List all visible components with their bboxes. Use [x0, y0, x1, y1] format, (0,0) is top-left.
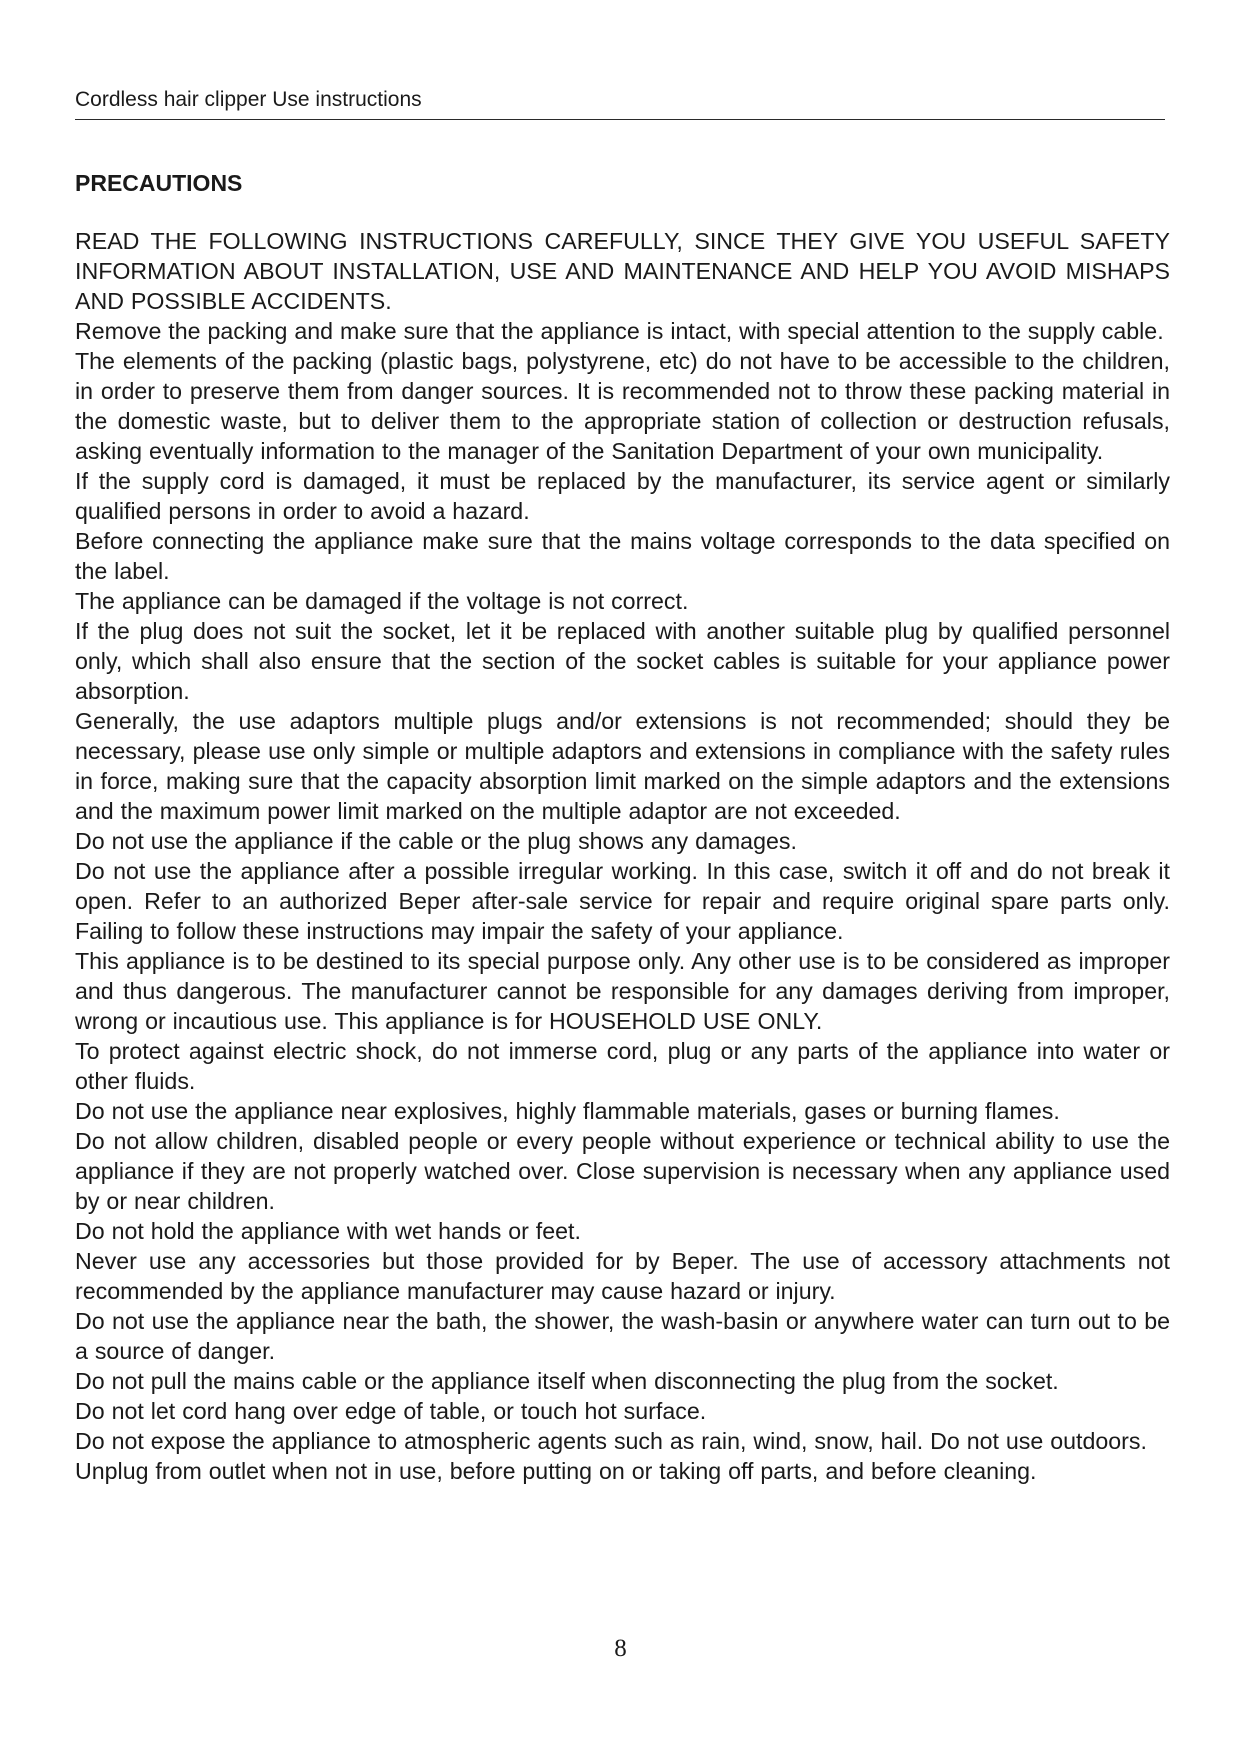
paragraph: Do not use the appliance near explosives, highly flammable materials, gases or burning flames.: [75, 1098, 1060, 1124]
paragraph: If the supply cord is damaged, it must be replaced by the manufacturer, its service agent or similarly qualified persons in order to avoid a hazard.: [75, 468, 1170, 524]
paragraph: Remove the packing and make sure that the appliance is intact, with special attention to the supply cable.: [75, 318, 1164, 344]
document-title: Cordless hair clipper Use instructions: [75, 88, 422, 111]
paragraph: Do not use the appliance after a possible irregular working. In this case, switch it off and do not break it open. Refer to an authorized Beper after-sale service for repair and require original spare parts only. Failing to follow these instructions may impair the safety of your appliance.: [75, 858, 1170, 944]
paragraph: To protect against electric shock, do not immerse cord, plug or any parts of the appliance into water or other fluids.: [75, 1038, 1170, 1094]
paragraph-intro: READ THE FOLLOWING INSTRUCTIONS CAREFULLY, SINCE THEY GIVE YOU USEFUL SAFETY INFORMATION ABOUT INSTALLATION, USE AND MAINTENANCE AND HELP YOU AVOID MISHAPS AND POSSIBLE ACCIDENTS.: [75, 228, 1170, 314]
page-header: [75, 86, 1165, 120]
paragraph: This appliance is to be destined to its special purpose only. Any other use is to be considered as improper and thus dangerous. The manufacturer cannot be responsible for any damages deriving from improper, wrong or incautious use. This appliance is for HOUSEHOLD USE ONLY.: [75, 948, 1170, 1034]
paragraph: Never use any accessories but those provided for by Beper. The use of accessory attachments not recommended by the appliance manufacturer may cause hazard or injury.: [75, 1248, 1170, 1304]
paragraph: Do not use the appliance near the bath, the shower, the wash-basin or anywhere water can turn out to be a source of danger.: [75, 1308, 1170, 1364]
paragraph: Before connecting the appliance make sure that the mains voltage corresponds to the data specified on the label.: [75, 528, 1170, 584]
paragraph: The appliance can be damaged if the voltage is not correct.: [75, 588, 689, 614]
paragraph: Do not hold the appliance with wet hands or feet.: [75, 1218, 581, 1244]
paragraph: Do not allow children, disabled people or every people without experience or technical ability to use the appliance if they are not properly watched over. Close supervision is necessary when any appliance used by or near children.: [75, 1128, 1170, 1214]
paragraph: The elements of the packing (plastic bags, polystyrene, etc) do not have to be accessible to the children, in order to preserve them from danger sources. It is recommended not to throw these packing material in the domestic waste, but to deliver them to the appropriate station of collection or destruction refusals, asking eventually information to the manager of the Sanitation Department of your own municipality.: [75, 348, 1170, 464]
precautions-text: [75, 226, 1170, 1486]
paragraph: If the plug does not suit the socket, let it be replaced with another suitable plug by qualified personnel only, which shall also ensure that the section of the socket cables is suitable for your appliance power absorption.: [75, 618, 1170, 704]
section-title: PRECAUTIONS: [75, 170, 243, 196]
paragraph: Do not pull the mains cable or the appliance itself when disconnecting the plug from the socket.: [75, 1368, 1059, 1394]
paragraph: Do not let cord hang over edge of table, or touch hot surface.: [75, 1398, 707, 1424]
page-number: 8: [614, 1635, 627, 1662]
paragraph: Generally, the use adaptors multiple plugs and/or extensions is not recommended; should they be necessary, please use only simple or multiple adaptors and extensions in compliance with the safety rules in force, making sure that the capacity absorption limit marked on the simple adaptors and the extensions and the maximum power limit marked on the multiple adaptor are not exceeded.: [75, 708, 1170, 824]
paragraph: Unplug from outlet when not in use, before putting on or taking off parts, and before cleaning.: [75, 1458, 1037, 1484]
paragraph: Do not use the appliance if the cable or the plug shows any damages.: [75, 828, 797, 854]
paragraph: Do not expose the appliance to atmospheric agents such as rain, wind, snow, hail. Do not use outdoors.: [75, 1428, 1147, 1454]
